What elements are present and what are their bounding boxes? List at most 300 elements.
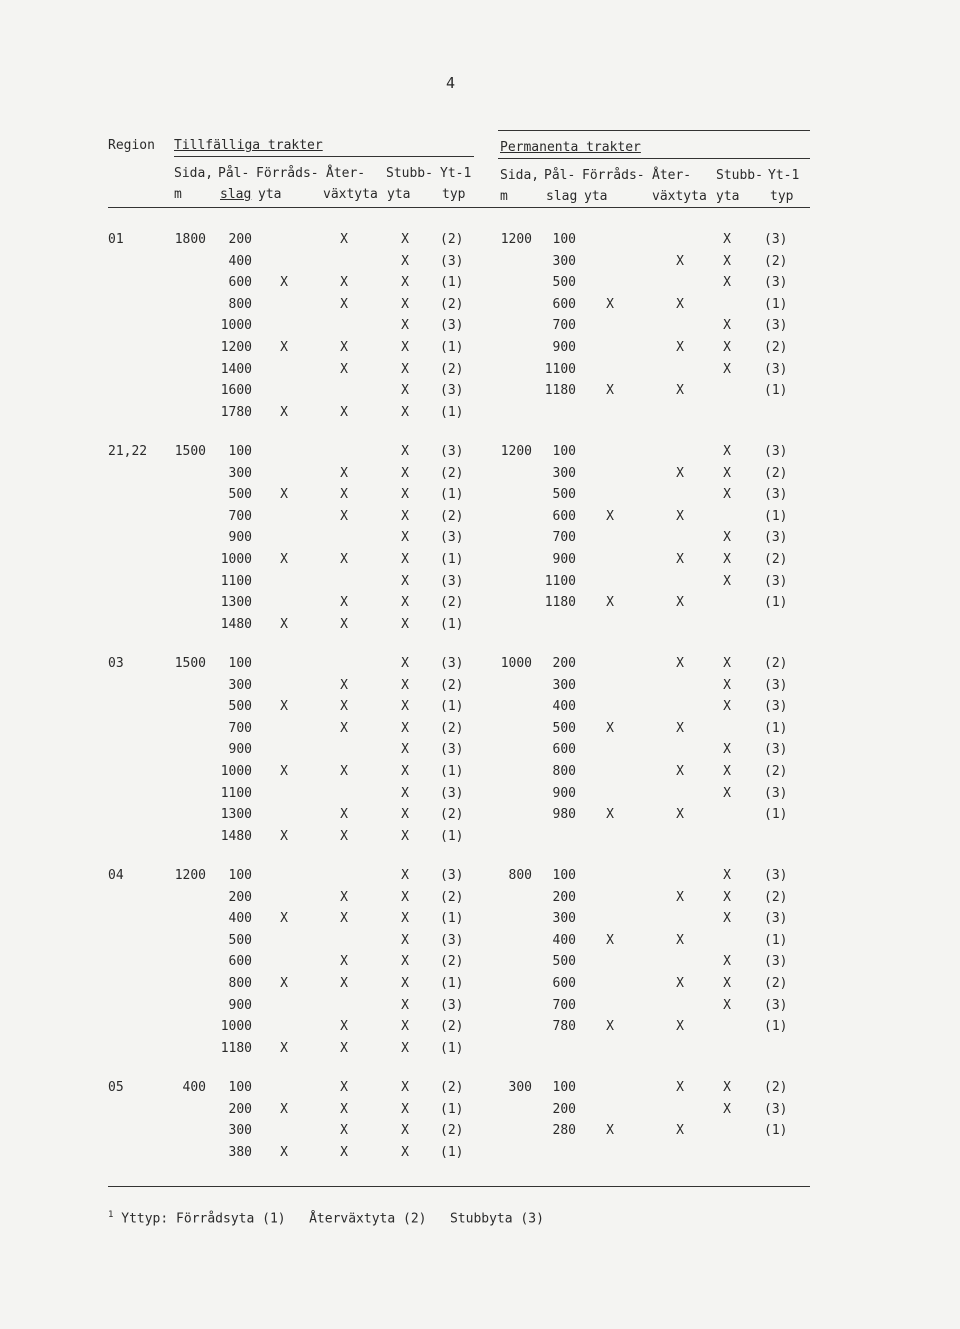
temp-forradsyta-mark: X — [280, 552, 288, 567]
header-perm-ater: Åter- — [652, 168, 692, 183]
temp-stubbyta-mark: X — [401, 296, 409, 312]
temp-stubbyta-mark: X — [401, 785, 409, 801]
perm-atervaxtyta-mark: X — [676, 764, 684, 779]
header-region: Region — [108, 138, 155, 153]
temp-yttyp: (2) — [440, 1019, 464, 1035]
temp-pal-slag: 200 — [228, 889, 252, 905]
perm-pal-slag: 1180 — [544, 383, 576, 399]
temp-stubbyta-mark: X — [401, 911, 409, 927]
header-temporary-title: Tillfälliga trakter — [174, 138, 323, 153]
perm-side-length: 1000 — [500, 656, 532, 671]
perm-pal-slag: 1100 — [544, 361, 576, 377]
temp-pal-slag: 300 — [228, 465, 252, 481]
temp-stubbyta-mark: X — [401, 404, 409, 420]
perm-yttyp: (2) — [764, 1080, 788, 1095]
temp-atervaxtyta-mark: X — [340, 1144, 348, 1160]
perm-yttyp: (3) — [764, 530, 788, 546]
perm-stubbyta-mark: X — [723, 552, 731, 567]
perm-atervaxtyta-mark: X — [676, 976, 684, 991]
header-perm-m: m — [500, 189, 508, 204]
temp-stubbyta-mark: X — [401, 764, 409, 779]
header-bottom-rule — [108, 207, 810, 208]
temp-side-length: 1500 — [174, 656, 206, 671]
perm-yttyp: (2) — [764, 465, 788, 481]
perm-yttyp: (1) — [764, 932, 788, 948]
perm-stubbyta-mark: X — [723, 444, 731, 459]
perm-atervaxtyta-mark: X — [676, 296, 684, 312]
perm-forradsyta-mark: X — [606, 1019, 614, 1035]
perm-pal-slag: 800 — [552, 764, 576, 779]
temp-atervaxtyta-mark: X — [340, 404, 348, 420]
perm-side-length: 1200 — [500, 444, 532, 459]
temp-side-length: 1500 — [174, 444, 206, 459]
temp-yttyp: (2) — [440, 1123, 464, 1139]
temp-stubbyta-mark: X — [401, 677, 409, 693]
temp-pal-slag: 1100 — [220, 785, 252, 801]
temp-yttyp: (3) — [440, 785, 464, 801]
header-perm-pal: Pål- — [544, 168, 576, 183]
perm-pal-slag: 200 — [552, 1101, 576, 1117]
perm-yttyp: (3) — [764, 275, 788, 291]
temp-atervaxtyta-mark: X — [340, 595, 348, 611]
temp-stubbyta-mark: X — [401, 361, 409, 377]
perm-side-length: 800 — [508, 868, 532, 883]
temp-forradsyta-mark: X — [280, 976, 288, 991]
perm-yttyp: (3) — [764, 573, 788, 589]
perm-atervaxtyta-mark: X — [676, 552, 684, 567]
header-perm-forrads: Förråds- — [582, 168, 645, 183]
temp-yttyp: (2) — [440, 296, 464, 312]
temp-pal-slag: 700 — [228, 508, 252, 524]
perm-stubbyta-mark: X — [723, 487, 731, 503]
temp-pal-slag: 1400 — [220, 361, 252, 377]
perm-stubbyta-mark: X — [723, 361, 731, 377]
temp-stubbyta-mark: X — [401, 573, 409, 589]
temp-stubbyta-mark: X — [401, 1019, 409, 1035]
temp-atervaxtyta-mark: X — [340, 976, 348, 991]
perm-yttyp: (3) — [764, 232, 788, 247]
temp-stubbyta-mark: X — [401, 318, 409, 334]
temp-yttyp: (2) — [440, 232, 464, 247]
temp-pal-slag: 900 — [228, 742, 252, 758]
region-code: 05 — [108, 1080, 124, 1095]
temp-stubbyta-mark: X — [401, 552, 409, 567]
perm-pal-slag: 1180 — [544, 595, 576, 611]
temp-pal-slag: 800 — [228, 296, 252, 312]
perm-pal-slag: 600 — [552, 976, 576, 991]
temp-pal-slag: 1000 — [220, 318, 252, 334]
perm-pal-slag: 600 — [552, 742, 576, 758]
temp-yttyp: (2) — [440, 595, 464, 611]
temp-stubbyta-mark: X — [401, 595, 409, 611]
temp-atervaxtyta-mark: X — [340, 1123, 348, 1139]
perm-pal-slag: 500 — [552, 487, 576, 503]
header-perm-slag: slag — [546, 189, 578, 204]
temp-forradsyta-mark: X — [280, 764, 288, 779]
temp-stubbyta-mark: X — [401, 340, 409, 355]
temp-yttyp: (2) — [440, 807, 464, 823]
temp-atervaxtyta-mark: X — [340, 954, 348, 970]
perm-stubbyta-mark: X — [723, 889, 731, 905]
perm-pal-slag: 600 — [552, 296, 576, 312]
perm-yttyp: (1) — [764, 508, 788, 524]
perm-pal-slag: 100 — [552, 1080, 576, 1095]
temp-side-length: 1800 — [174, 232, 206, 247]
temp-atervaxtyta-mark: X — [340, 1101, 348, 1117]
temp-yttyp: (1) — [440, 911, 464, 927]
header-perm-vaxtyta: växtyta — [652, 189, 707, 204]
temp-forradsyta-mark: X — [280, 340, 288, 355]
perm-forradsyta-mark: X — [606, 508, 614, 524]
temp-atervaxtyta-mark: X — [340, 828, 348, 844]
temp-pal-slag: 380 — [228, 1144, 252, 1160]
temp-atervaxtyta-mark: X — [340, 1040, 348, 1056]
perm-stubbyta-mark: X — [723, 232, 731, 247]
temp-atervaxtyta-mark: X — [340, 465, 348, 481]
temp-pal-slag: 1480 — [220, 828, 252, 844]
perm-yttyp: (2) — [764, 253, 788, 269]
temp-stubbyta-mark: X — [401, 616, 409, 632]
perm-pal-slag: 700 — [552, 997, 576, 1013]
temp-stubbyta-mark: X — [401, 383, 409, 399]
temp-pal-slag: 200 — [228, 232, 252, 247]
perm-stubbyta-mark: X — [723, 340, 731, 355]
perm-yttyp: (1) — [764, 720, 788, 736]
perm-yttyp: (1) — [764, 1019, 788, 1035]
header-temp-forrads: Förråds- — [256, 166, 319, 181]
region-code: 01 — [108, 232, 124, 247]
perm-yttyp: (3) — [764, 677, 788, 693]
temp-stubbyta-mark: X — [401, 699, 409, 715]
perm-stubbyta-mark: X — [723, 677, 731, 693]
temp-yttyp: (1) — [440, 340, 464, 355]
temp-yttyp: (3) — [440, 932, 464, 948]
perm-stubbyta-mark: X — [723, 911, 731, 927]
perm-yttyp: (3) — [764, 487, 788, 503]
header-temp-ater: Åter- — [326, 166, 366, 181]
perm-forradsyta-mark: X — [606, 595, 614, 611]
temp-title-rule — [174, 156, 474, 157]
temp-yttyp: (1) — [440, 487, 464, 503]
temp-stubbyta-mark: X — [401, 868, 409, 883]
perm-stubbyta-mark: X — [723, 742, 731, 758]
temp-pal-slag: 800 — [228, 976, 252, 991]
temp-atervaxtyta-mark: X — [340, 1080, 348, 1095]
perm-pal-slag: 300 — [552, 911, 576, 927]
perm-yttyp: (3) — [764, 699, 788, 715]
perm-yttyp: (3) — [764, 1101, 788, 1117]
header-temp-stubb: Stubb- — [386, 166, 433, 181]
perm-pal-slag: 280 — [552, 1123, 576, 1139]
perm-yttyp: (2) — [764, 656, 788, 671]
temp-forradsyta-mark: X — [280, 911, 288, 927]
temp-atervaxtyta-mark: X — [340, 232, 348, 247]
perm-pal-slag: 200 — [552, 889, 576, 905]
perm-atervaxtyta-mark: X — [676, 807, 684, 823]
perm-forradsyta-mark: X — [606, 720, 614, 736]
temp-pal-slag: 1200 — [220, 340, 252, 355]
temp-yttyp: (2) — [440, 361, 464, 377]
temp-atervaxtyta-mark: X — [340, 340, 348, 355]
perm-stubbyta-mark: X — [723, 764, 731, 779]
page-number: 4 — [446, 74, 456, 92]
footnote-text: Yttyp: Förrådsyta (1) Återväxtyta (2) Stubbyta (3) — [121, 1211, 544, 1227]
temp-pal-slag: 1100 — [220, 573, 252, 589]
temp-atervaxtyta-mark: X — [340, 764, 348, 779]
temp-atervaxtyta-mark: X — [340, 911, 348, 927]
temp-stubbyta-mark: X — [401, 465, 409, 481]
temp-pal-slag: 900 — [228, 997, 252, 1013]
temp-stubbyta-mark: X — [401, 889, 409, 905]
perm-stubbyta-mark: X — [723, 997, 731, 1013]
temp-stubbyta-mark: X — [401, 742, 409, 758]
temp-yttyp: (1) — [440, 275, 464, 291]
perm-stubbyta-mark: X — [723, 868, 731, 883]
header-temp-typ: typ — [442, 187, 466, 202]
perm-atervaxtyta-mark: X — [676, 340, 684, 355]
temp-pal-slag: 300 — [228, 677, 252, 693]
temp-yttyp: (3) — [440, 383, 464, 399]
temp-pal-slag: 300 — [228, 1123, 252, 1139]
temp-pal-slag: 1000 — [220, 764, 252, 779]
temp-yttyp: (1) — [440, 764, 464, 779]
perm-stubbyta-mark: X — [723, 785, 731, 801]
temp-stubbyta-mark: X — [401, 932, 409, 948]
temp-atervaxtyta-mark: X — [340, 508, 348, 524]
temp-yttyp: (2) — [440, 954, 464, 970]
perm-atervaxtyta-mark: X — [676, 720, 684, 736]
temp-pal-slag: 600 — [228, 275, 252, 291]
perm-atervaxtyta-mark: X — [676, 932, 684, 948]
perm-yttyp: (1) — [764, 807, 788, 823]
temp-pal-slag: 500 — [228, 487, 252, 503]
perm-stubbyta-mark: X — [723, 976, 731, 991]
temp-stubbyta-mark: X — [401, 720, 409, 736]
temp-forradsyta-mark: X — [280, 828, 288, 844]
perm-pal-slag: 700 — [552, 318, 576, 334]
header-temp-yta: yta — [258, 187, 282, 202]
temp-stubbyta-mark: X — [401, 275, 409, 291]
temp-stubbyta-mark: X — [401, 253, 409, 269]
temp-pal-slag: 1600 — [220, 383, 252, 399]
temp-yttyp: (2) — [440, 677, 464, 693]
perm-stubbyta-mark: X — [723, 1101, 731, 1117]
temp-yttyp: (1) — [440, 1144, 464, 1160]
header-temp-slag: slag — [220, 187, 252, 202]
temp-pal-slag: 1300 — [220, 595, 252, 611]
temp-stubbyta-mark: X — [401, 444, 409, 459]
header-perm-typ: typ — [770, 189, 794, 204]
temp-stubbyta-mark: X — [401, 828, 409, 844]
header-perm-stubb: Stubb- — [716, 168, 763, 183]
temp-pal-slag: 1000 — [220, 1019, 252, 1035]
header-temp-sida: Sida, — [174, 166, 214, 181]
temp-atervaxtyta-mark: X — [340, 720, 348, 736]
temp-pal-slag: 1180 — [220, 1040, 252, 1056]
temp-stubbyta-mark: X — [401, 807, 409, 823]
top-rule-right — [498, 130, 810, 131]
temp-yttyp: (1) — [440, 1101, 464, 1117]
perm-yttyp: (1) — [764, 1123, 788, 1139]
perm-pal-slag: 900 — [552, 552, 576, 567]
perm-stubbyta-mark: X — [723, 656, 731, 671]
perm-atervaxtyta-mark: X — [676, 253, 684, 269]
temp-pal-slag: 100 — [228, 656, 252, 671]
temp-atervaxtyta-mark: X — [340, 275, 348, 291]
temp-stubbyta-mark: X — [401, 1040, 409, 1056]
header-perm-stubb-yta: yta — [716, 189, 740, 204]
perm-stubbyta-mark: X — [723, 253, 731, 269]
perm-yttyp: (2) — [764, 976, 788, 991]
region-code: 03 — [108, 656, 124, 671]
temp-yttyp: (2) — [440, 465, 464, 481]
temp-atervaxtyta-mark: X — [340, 807, 348, 823]
temp-yttyp: (1) — [440, 976, 464, 991]
perm-pal-slag: 100 — [552, 444, 576, 459]
perm-stubbyta-mark: X — [723, 573, 731, 589]
temp-atervaxtyta-mark: X — [340, 889, 348, 905]
temp-yttyp: (3) — [440, 573, 464, 589]
perm-pal-slag: 300 — [552, 465, 576, 481]
perm-side-length: 300 — [508, 1080, 532, 1095]
perm-yttyp: (3) — [764, 868, 788, 883]
temp-atervaxtyta-mark: X — [340, 616, 348, 632]
temp-side-length: 400 — [182, 1080, 206, 1095]
temp-stubbyta-mark: X — [401, 1144, 409, 1160]
temp-atervaxtyta-mark: X — [340, 361, 348, 377]
temp-yttyp: (3) — [440, 997, 464, 1013]
perm-pal-slag: 600 — [552, 508, 576, 524]
temp-atervaxtyta-mark: X — [340, 552, 348, 567]
temp-pal-slag: 1480 — [220, 616, 252, 632]
bottom-rule — [108, 1186, 810, 1187]
perm-yttyp: (2) — [764, 552, 788, 567]
perm-pal-slag: 980 — [552, 807, 576, 823]
perm-stubbyta-mark: X — [723, 1080, 731, 1095]
perm-pal-slag: 500 — [552, 275, 576, 291]
perm-pal-slag: 700 — [552, 530, 576, 546]
perm-forradsyta-mark: X — [606, 296, 614, 312]
temp-pal-slag: 1000 — [220, 552, 252, 567]
perm-atervaxtyta-mark: X — [676, 656, 684, 671]
temp-pal-slag: 600 — [228, 954, 252, 970]
perm-forradsyta-mark: X — [606, 932, 614, 948]
header-temp-stubb-yta: yta — [387, 187, 411, 202]
perm-pal-slag: 200 — [552, 656, 576, 671]
perm-stubbyta-mark: X — [723, 318, 731, 334]
temp-forradsyta-mark: X — [280, 275, 288, 291]
perm-pal-slag: 400 — [552, 932, 576, 948]
temp-stubbyta-mark: X — [401, 1123, 409, 1139]
temp-pal-slag: 400 — [228, 911, 252, 927]
temp-pal-slag: 100 — [228, 1080, 252, 1095]
header-temp-yt: Yt-1 — [440, 166, 472, 181]
temp-atervaxtyta-mark: X — [340, 487, 348, 503]
perm-pal-slag: 300 — [552, 677, 576, 693]
perm-yttyp: (2) — [764, 340, 788, 355]
perm-pal-slag: 500 — [552, 954, 576, 970]
perm-atervaxtyta-mark: X — [676, 383, 684, 399]
perm-stubbyta-mark: X — [723, 275, 731, 291]
temp-yttyp: (1) — [440, 404, 464, 420]
temp-pal-slag: 900 — [228, 530, 252, 546]
perm-atervaxtyta-mark: X — [676, 1080, 684, 1095]
temp-yttyp: (3) — [440, 318, 464, 334]
temp-yttyp: (1) — [440, 828, 464, 844]
temp-stubbyta-mark: X — [401, 954, 409, 970]
perm-yttyp: (2) — [764, 764, 788, 779]
perm-yttyp: (2) — [764, 889, 788, 905]
temp-yttyp: (3) — [440, 656, 464, 671]
temp-pal-slag: 500 — [228, 699, 252, 715]
temp-yttyp: (2) — [440, 1080, 464, 1095]
perm-yttyp: (3) — [764, 911, 788, 927]
header-perm-yta: yta — [584, 189, 608, 204]
temp-stubbyta-mark: X — [401, 232, 409, 247]
perm-pal-slag: 100 — [552, 868, 576, 883]
temp-stubbyta-mark: X — [401, 1080, 409, 1095]
temp-pal-slag: 1300 — [220, 807, 252, 823]
perm-yttyp: (3) — [764, 444, 788, 459]
perm-pal-slag: 1100 — [544, 573, 576, 589]
perm-atervaxtyta-mark: X — [676, 1123, 684, 1139]
temp-atervaxtyta-mark: X — [340, 1019, 348, 1035]
temp-stubbyta-mark: X — [401, 1101, 409, 1117]
perm-yttyp: (3) — [764, 785, 788, 801]
perm-title-rule — [498, 158, 810, 159]
temp-yttyp: (2) — [440, 508, 464, 524]
temp-side-length: 1200 — [174, 868, 206, 883]
perm-pal-slag: 300 — [552, 253, 576, 269]
temp-forradsyta-mark: X — [280, 487, 288, 503]
temp-forradsyta-mark: X — [280, 404, 288, 420]
perm-atervaxtyta-mark: X — [676, 889, 684, 905]
perm-stubbyta-mark: X — [723, 954, 731, 970]
temp-forradsyta-mark: X — [280, 1101, 288, 1117]
temp-atervaxtyta-mark: X — [340, 699, 348, 715]
perm-pal-slag: 900 — [552, 340, 576, 355]
perm-yttyp: (3) — [764, 997, 788, 1013]
temp-stubbyta-mark: X — [401, 976, 409, 991]
temp-pal-slag: 100 — [228, 868, 252, 883]
perm-atervaxtyta-mark: X — [676, 465, 684, 481]
perm-yttyp: (1) — [764, 383, 788, 399]
temp-stubbyta-mark: X — [401, 508, 409, 524]
temp-stubbyta-mark: X — [401, 530, 409, 546]
perm-stubbyta-mark: X — [723, 465, 731, 481]
temp-forradsyta-mark: X — [280, 1144, 288, 1160]
temp-yttyp: (3) — [440, 253, 464, 269]
footnote — [108, 1210, 544, 1226]
header-temp-m: m — [174, 187, 182, 202]
temp-forradsyta-mark: X — [280, 699, 288, 715]
perm-atervaxtyta-mark: X — [676, 595, 684, 611]
temp-stubbyta-mark: X — [401, 487, 409, 503]
temp-yttyp: (1) — [440, 616, 464, 632]
region-code: 21,22 — [108, 444, 148, 459]
temp-yttyp: (3) — [440, 742, 464, 758]
perm-pal-slag: 900 — [552, 785, 576, 801]
header-perm-sida: Sida, — [500, 168, 540, 183]
header-temp-pal: Pål- — [218, 166, 250, 181]
perm-forradsyta-mark: X — [606, 807, 614, 823]
temp-yttyp: (2) — [440, 889, 464, 905]
perm-atervaxtyta-mark: X — [676, 1019, 684, 1035]
perm-side-length: 1200 — [500, 232, 532, 247]
temp-pal-slag: 200 — [228, 1101, 252, 1117]
temp-yttyp: (1) — [440, 699, 464, 715]
temp-forradsyta-mark: X — [280, 616, 288, 632]
